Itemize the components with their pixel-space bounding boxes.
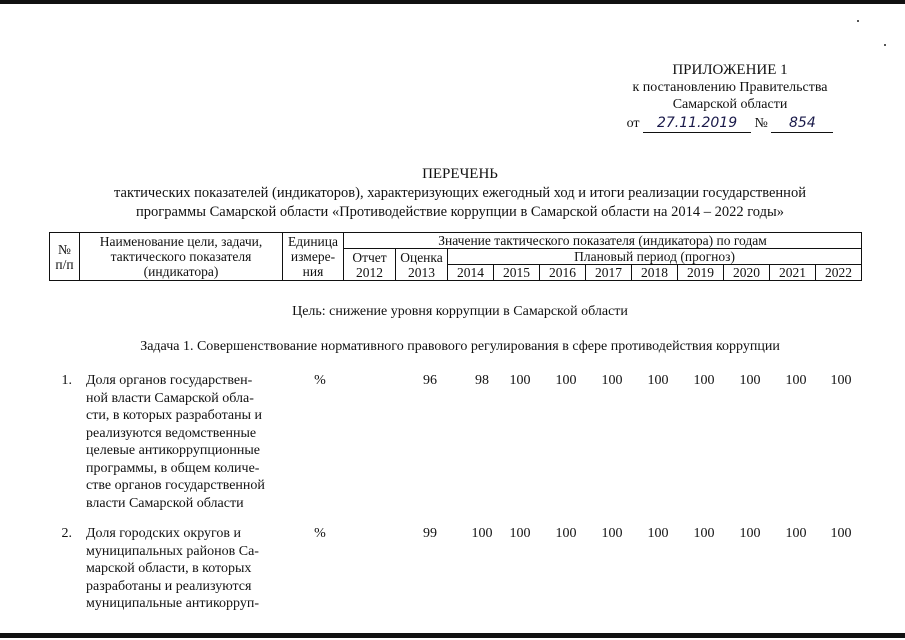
header-year: 2017 [586, 265, 632, 281]
approval-block [600, 62, 860, 133]
header-year: 2014 [448, 265, 494, 281]
header-year: 2020 [724, 265, 770, 281]
value-cell: 100 [739, 526, 761, 541]
header-name-cell: Наименование цели, задачи, тактического показателя (индикатора) [80, 233, 283, 281]
value-cell: 100 [509, 526, 531, 541]
heading-line-1: тактических показателей (индикаторов), характеризующих ежегодный ход и итоги реализации государственной [114, 185, 806, 201]
header-plan-title: Плановый период (прогноз) [448, 249, 862, 265]
value-cell: 96 [423, 373, 437, 388]
value-cell: 100 [739, 373, 761, 388]
value-cell: 100 [601, 373, 623, 388]
header-year: 2016 [540, 265, 586, 281]
value-cell: 100 [471, 526, 493, 541]
value-cell: 100 [785, 373, 807, 388]
heading-title: ПЕРЕЧЕНЬ [422, 166, 498, 182]
value-cell: 100 [830, 526, 852, 541]
handwritten-number: 854 [771, 115, 833, 133]
header-values-title: Значение тактического показателя (индикатора) по годам [344, 233, 862, 249]
unit-cell: % [314, 526, 326, 541]
goal-line: Цель: снижение уровня коррупции в Самарской области [292, 304, 628, 319]
scan-speck [884, 44, 886, 46]
header-year: 2015 [494, 265, 540, 281]
value-cell: 100 [601, 526, 623, 541]
header-year: 2018 [632, 265, 678, 281]
header-year: 2021 [770, 265, 816, 281]
value-cell: 100 [785, 526, 807, 541]
value-cell: 100 [693, 526, 715, 541]
approval-line-1: к постановлению Правительства [632, 80, 828, 95]
document-heading [40, 165, 880, 222]
value-cell: 98 [475, 373, 489, 388]
date-prefix: от [626, 116, 640, 131]
table-header [49, 232, 862, 281]
scan-speck [857, 20, 859, 22]
value-cell: 100 [830, 373, 852, 388]
header-number-cell: № п/п [50, 233, 80, 281]
unit-cell: % [314, 373, 326, 388]
task-line: Задача 1. Совершенствование нормативного правового регулирования в сфере противодействия коррупции [140, 339, 780, 354]
approval-date-line [600, 115, 860, 133]
scan-border-top [0, 0, 905, 4]
value-cell: 100 [555, 526, 577, 541]
number-sign: № [754, 116, 768, 131]
header-report-cell: Отчет 2012 [344, 249, 396, 281]
value-cell: 99 [423, 526, 437, 541]
indicator-name: Доля городских округов и муниципальных районов Са- марской области, в которых разработаны и реализуются муниципальные антикорруп- [86, 526, 260, 611]
heading-line-2: программы Самарской области «Противодействие коррупции в Самарской области на 2014 – 2022 годы» [135, 204, 784, 220]
indicator-name: Доля органов государствен- ной власти Самарской обла- сти, в которых разработаны и реализуются ведомственные целевые антикоррупционные программы, в общем количе- стве органов государственной власти Самарской области [86, 373, 265, 511]
scan-border-bottom [0, 633, 905, 638]
header-estimate-cell: Оценка 2013 [396, 249, 448, 281]
value-cell: 100 [647, 526, 669, 541]
value-cell: 100 [509, 373, 531, 388]
row-number: 2. [61, 526, 72, 541]
value-cell: 100 [693, 373, 715, 388]
header-year: 2022 [816, 265, 862, 281]
header-year: 2019 [678, 265, 724, 281]
approval-line-2: Самарской области [672, 97, 788, 112]
row-number: 1. [61, 373, 72, 388]
handwritten-date: 27.11.2019 [643, 115, 751, 133]
value-cell: 100 [647, 373, 669, 388]
value-cell: 100 [555, 373, 577, 388]
header-unit-cell: Единица измере- ния [283, 233, 344, 281]
appendix-title: ПРИЛОЖЕНИЕ 1 [672, 62, 788, 78]
